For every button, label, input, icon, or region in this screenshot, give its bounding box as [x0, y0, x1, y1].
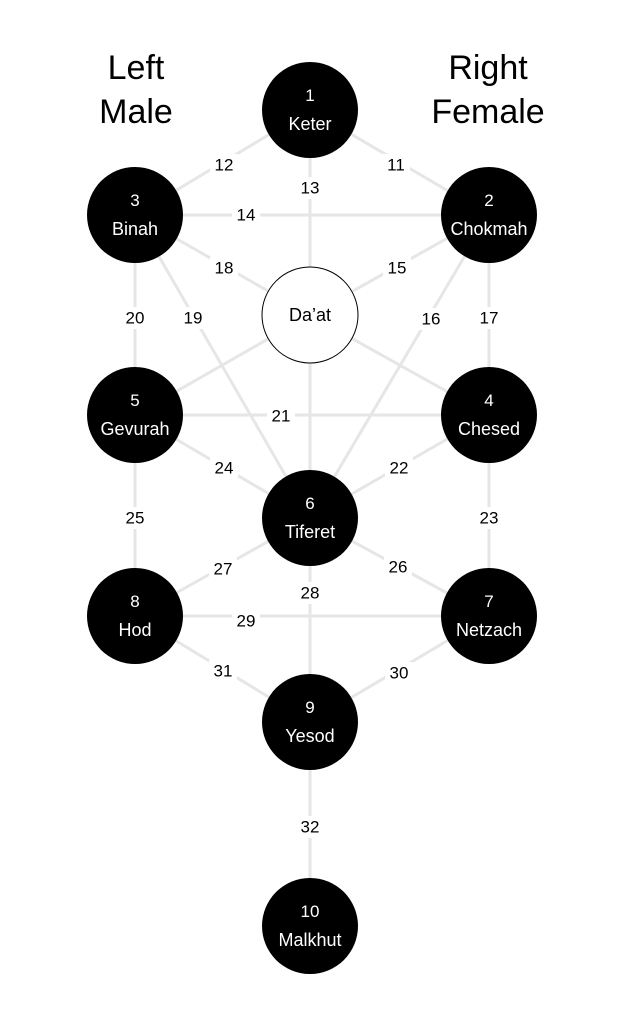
node-name-chokmah: Chokmah: [450, 219, 528, 239]
node-chesed: [441, 367, 537, 463]
node-circle-chesed: [441, 367, 537, 463]
node-name-tiferet: Tiferet: [284, 522, 336, 542]
node-name-daat: Da’at: [288, 305, 332, 325]
path-label-28: 28: [300, 583, 320, 603]
path-label-15: 15: [387, 258, 407, 278]
node-circle-yesod: [262, 674, 358, 770]
node-number-binah: 3: [130, 191, 140, 210]
node-name-malkhut: Malkhut: [278, 930, 342, 950]
path-label-30: 30: [389, 663, 409, 683]
node-number-chokmah: 2: [484, 191, 494, 210]
node-number-chesed: 4: [484, 391, 494, 410]
left-label-line-2: Male: [99, 93, 173, 131]
path-label-25: 25: [125, 508, 145, 528]
right-label-line-1: Right: [448, 49, 528, 87]
node-name-hod: Hod: [118, 620, 152, 640]
path-label-23: 23: [479, 508, 499, 528]
node-circle-netzach: [441, 568, 537, 664]
path-label-13: 13: [300, 178, 320, 198]
node-number-malkhut: 10: [300, 902, 320, 921]
node-circle-gevurah: [87, 367, 183, 463]
node-circle-chokmah: [441, 167, 537, 263]
path-label-21: 21: [271, 406, 291, 426]
path-label-11: 11: [387, 155, 405, 175]
node-number-yesod: 9: [305, 698, 315, 717]
node-name-gevurah: Gevurah: [100, 419, 170, 439]
path-label-31: 31: [213, 661, 233, 681]
node-keter: [262, 62, 358, 158]
node-name-netzach: Netzach: [455, 620, 523, 640]
node-name-chesed: Chesed: [457, 419, 521, 439]
node-binah: [87, 167, 183, 263]
node-hod: [87, 568, 183, 664]
node-name-yesod: Yesod: [285, 726, 335, 746]
node-name-keter: Keter: [288, 114, 332, 134]
node-circle-malkhut: [262, 878, 358, 974]
node-tiferet: [262, 470, 358, 566]
path-label-29: 29: [236, 611, 256, 631]
node-number-hod: 8: [130, 592, 140, 611]
node-yesod: [262, 674, 358, 770]
node-chokmah: [441, 167, 537, 263]
path-label-24: 24: [214, 458, 234, 478]
node-circle-keter: [262, 62, 358, 158]
path-label-22: 22: [389, 458, 409, 478]
path-label-26: 26: [388, 557, 408, 577]
node-gevurah: [87, 367, 183, 463]
path-label-32: 32: [300, 817, 320, 837]
path-label-16: 16: [421, 309, 441, 329]
path-label-20: 20: [125, 308, 145, 328]
left-label-line-1: Left: [107, 49, 165, 87]
node-name-binah: Binah: [111, 219, 159, 239]
right-label-line-2: Female: [431, 93, 545, 131]
node-number-keter: 1: [305, 86, 315, 105]
node-number-tiferet: 6: [305, 494, 315, 513]
path-label-14: 14: [236, 205, 256, 225]
node-circle-binah: [87, 167, 183, 263]
node-daat: [262, 267, 358, 363]
path-label-19: 19: [183, 308, 203, 328]
node-netzach: [441, 568, 537, 664]
path-label-12: 12: [214, 155, 234, 175]
node-number-netzach: 7: [484, 592, 494, 611]
node-malkhut: [262, 878, 358, 974]
node-circle-tiferet: [262, 470, 358, 566]
path-label-18: 18: [214, 258, 234, 278]
path-label-27: 27: [213, 559, 233, 579]
node-circle-hod: [87, 568, 183, 664]
node-number-gevurah: 5: [130, 391, 140, 410]
path-label-17: 17: [479, 308, 499, 328]
